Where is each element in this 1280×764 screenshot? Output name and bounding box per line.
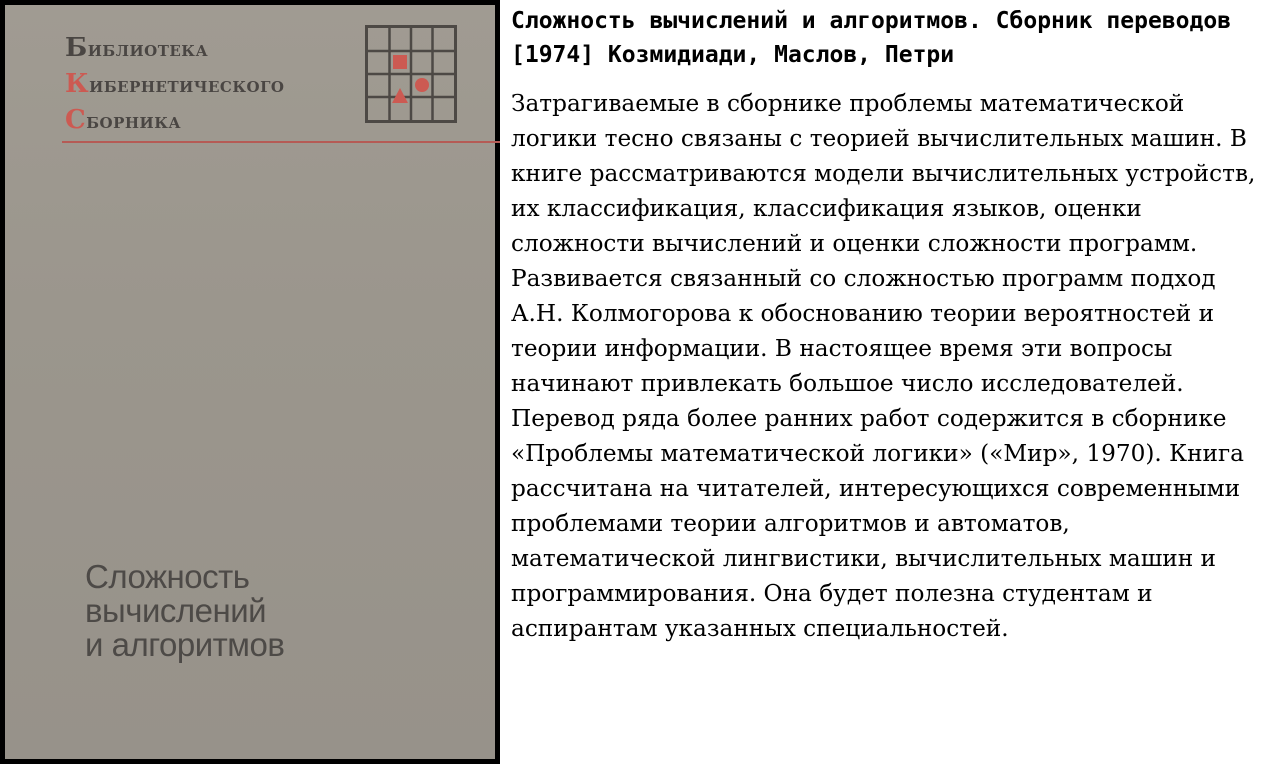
series-text-2: ИБЕРНЕТИЧЕСКОГО (89, 78, 285, 96)
red-square-marker (393, 55, 407, 69)
series-initial-2: К (65, 69, 90, 99)
cover-title-line-2: вычислений (85, 592, 267, 629)
book-cover-frame (0, 0, 500, 764)
series-line-1 (65, 33, 208, 63)
cover-title-line-3: и алгоритмов (85, 626, 285, 663)
book-description (511, 4, 1273, 646)
series-initial-3: С (65, 105, 87, 135)
red-circle-marker (415, 78, 429, 92)
series-initial-1: Б (65, 33, 88, 63)
series-line-2 (65, 69, 285, 99)
series-line-3 (65, 105, 181, 135)
red-triangle-marker (392, 88, 408, 103)
cover-title (85, 560, 284, 662)
book-description-text: Затрагиваемые в сборнике проблемы математической логики тесно связаны с теорией вычислительных машин. В книге рассматриваются модели вычислительных устройств, их классификация, классификация языков, оценки сложности вычислений и оценки сложности программ. Развивается связанный со сложностью программ подход А.Н. Колмогорова к обоснованию теории вероятностей и теории информации. В настоящее время эти вопросы начинают привлекать большое число исследователей. Перевод ряда более ранних работ содержится в сборнике «Проблемы математической логики» («Мир», 1970). Книга рассчитана на читателей, интересующихся современными проблемами теории алгоритмов и автоматов, математической лингвистики, вычислительных машин и программирования. Она будет полезна студентам и аспирантам указанных специальностей. (511, 90, 1256, 642)
cover-title-line-1: Сложность (85, 558, 250, 595)
chessboard-emblem-icon (365, 25, 457, 123)
series-text-3: БОРНИКА (86, 114, 182, 132)
series-underline (62, 141, 500, 143)
book-cover (5, 5, 495, 759)
book-title-heading: Сложность вычислений и алгоритмов. Сборник переводов [1974] Козмидиади, Маслов, Петри (511, 8, 1232, 68)
series-text-1: ИБЛИОТЕКА (87, 42, 209, 60)
